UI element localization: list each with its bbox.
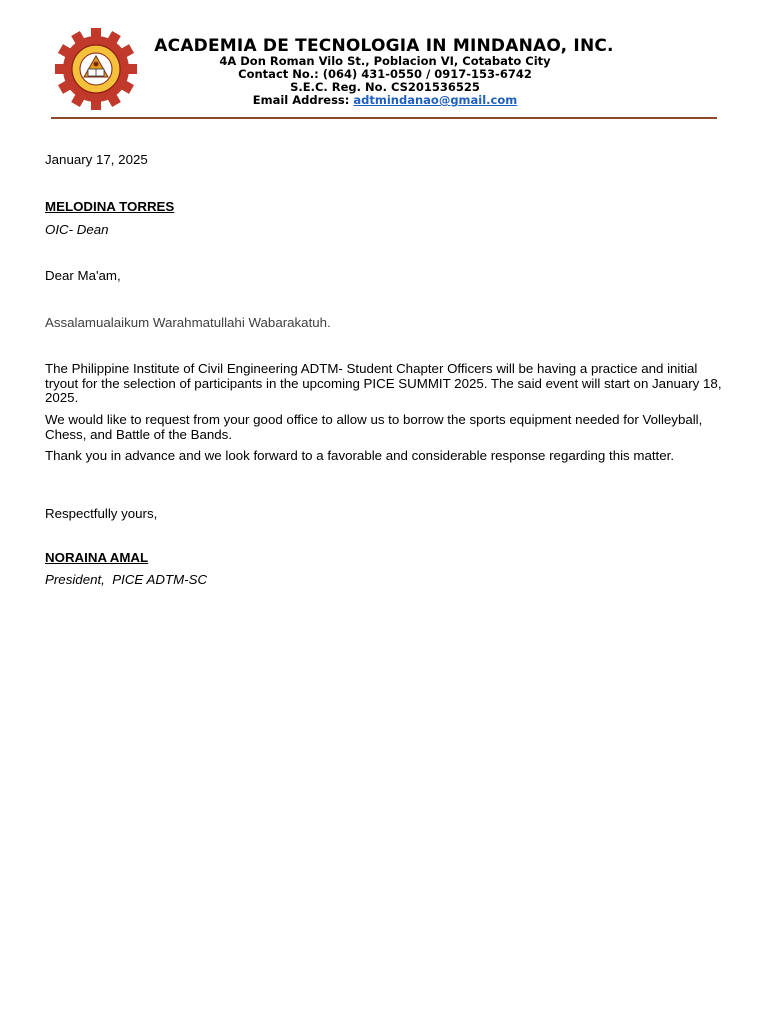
islamic-greeting: Assalamualaikum Warahmatullahi Wabarakatuh. [45, 315, 331, 330]
org-email-line [150, 94, 620, 107]
signatory-title: President, PICE ADTM-SC [45, 572, 208, 587]
paragraph-request: We would like to request from your good office to allow us to borrow the sports equipment needed for Volleyball, Chess, and Battle of the Bands. [45, 412, 703, 442]
header-divider [51, 117, 717, 119]
org-sec-reg: S.E.C. Reg. No. CS201536525 [290, 80, 480, 94]
closing: Respectfully yours, [45, 506, 158, 521]
signatory-name: NORAINA AMAL [45, 550, 149, 565]
paragraph-thanks: Thank you in advance and we look forward to a favorable and considerable response regarding this matter. [45, 448, 675, 463]
email-label: Email Address: [252, 93, 354, 107]
org-contact: Contact No.: (064) 431-0550 / 0917-153-6742 [238, 67, 532, 81]
salutation: Dear Ma'am, [45, 268, 121, 283]
org-address: 4A Don Roman Vilo St., Poblacion VI, Cotabato City [219, 54, 551, 68]
organization-name: ACADEMIA DE TECNOLOGIA IN MINDANAO, INC. [154, 36, 614, 56]
email-link[interactable]: adtmindanao@gmail.com [353, 93, 518, 107]
letterhead [0, 0, 768, 122]
recipient-title: OIC- Dean [45, 222, 109, 237]
paragraph-event: The Philippine Institute of Civil Engineering ADTM- Student Chapter Officers will be having a practice and initial tryout for the selection of participants in the upcoming PICE SUMMIT 2025. The said event will start on January 18, 2025. [45, 361, 722, 405]
recipient-name: MELODINA TORRES [45, 199, 175, 214]
letter-date: January 17, 2025 [45, 152, 148, 167]
